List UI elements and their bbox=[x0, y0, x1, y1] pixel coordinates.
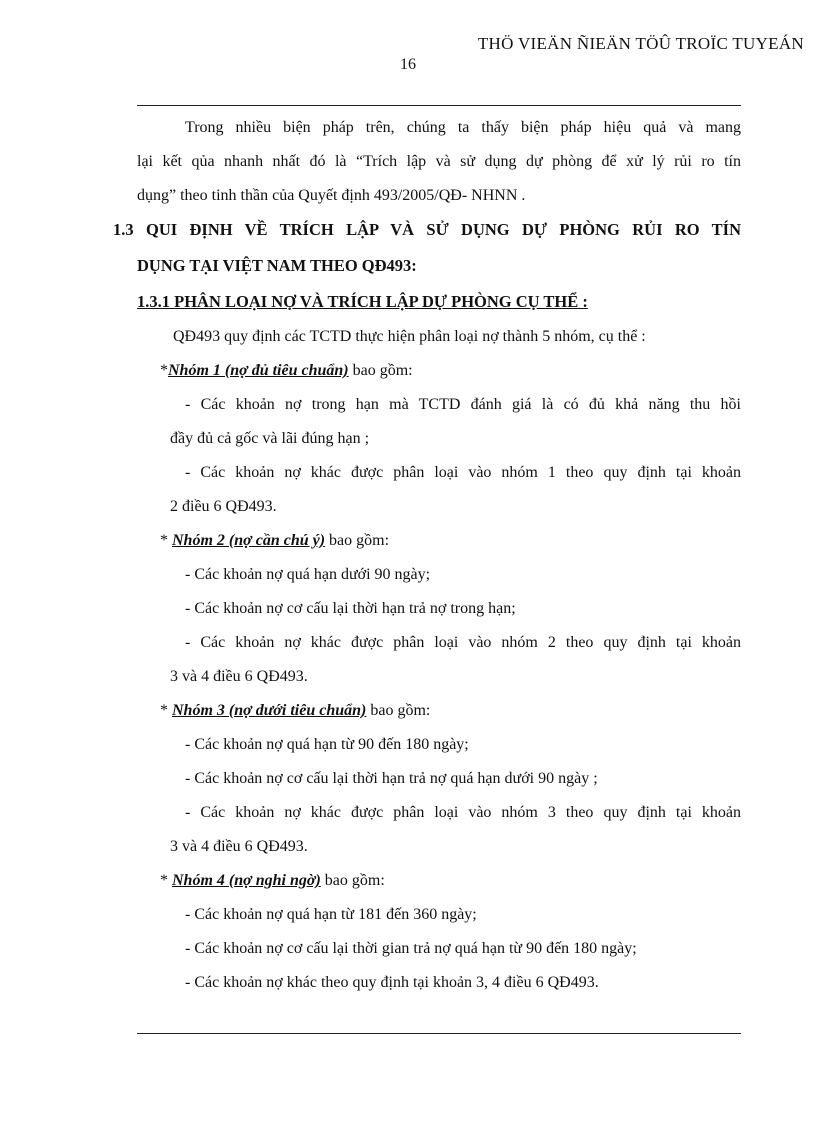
page-number: 16 bbox=[400, 56, 416, 73]
list-item: - Các khoản nợ trong hạn mà TCTD đánh giá là có đủ khả năng thu hồi bbox=[185, 396, 741, 413]
group-4-heading bbox=[160, 871, 385, 891]
list-item: - Các khoản nợ cơ cấu lại thời hạn trả nợ trong hạn; bbox=[185, 600, 516, 617]
bullet-star: * bbox=[160, 702, 168, 719]
list-item: - Các khoản nợ khác được phân loại vào nhóm 2 theo quy định tại khoản bbox=[185, 634, 741, 651]
group-suffix: bao gồm: bbox=[320, 872, 385, 889]
group-1-heading bbox=[160, 361, 413, 381]
bottom-rule bbox=[137, 1033, 741, 1034]
group-title: Nhóm 3 (nợ dưới tiêu chuẩn) bbox=[172, 702, 367, 719]
list-item: - Các khoản nợ khác theo quy định tại khoản 3, 4 điều 6 QĐ493. bbox=[185, 974, 599, 991]
list-item: 3 và 4 điều 6 QĐ493. bbox=[170, 838, 308, 855]
list-item: - Các khoản nợ quá hạn từ 90 đến 180 ngày; bbox=[185, 736, 469, 753]
subsection-heading: 1.3.1 PHÂN LOẠI NỢ VÀ TRÍCH LẬP DỰ PHÒNG CỤ THỂ : bbox=[137, 292, 588, 311]
list-item: đầy đủ cả gốc và lãi đúng hạn ; bbox=[170, 430, 370, 447]
running-header: THÖ VIEÄN ÑIEÄN TÖÛ TROÏC TUYEÁN bbox=[477, 34, 804, 53]
list-item: - Các khoản nợ quá hạn dưới 90 ngày; bbox=[185, 566, 431, 583]
intro-line-3: dụng” theo tinh thần của Quyết định 493/2005/QĐ- NHNN . bbox=[137, 187, 526, 204]
group-3-heading bbox=[160, 701, 430, 721]
intro-line-2: lại kết qủa nhanh nhất đó là “Trích lập và sử dụng dự phòng để xử lý rủi ro tín bbox=[137, 153, 741, 170]
group-2-heading bbox=[160, 531, 389, 551]
group-suffix: bao gồm: bbox=[348, 362, 413, 379]
bullet-star: * bbox=[160, 872, 168, 889]
list-item: 2 điều 6 QĐ493. bbox=[170, 498, 277, 515]
group-title: Nhóm 1 (nợ đủ tiêu chuẩn) bbox=[168, 362, 349, 379]
section-heading-line-2: DỤNG TẠI VIỆT NAM THEO QĐ493: bbox=[137, 256, 417, 275]
group-title: Nhóm 4 (nợ nghi ngờ) bbox=[172, 872, 321, 889]
section-heading-line-1: 1.3 QUI ĐỊNH VỀ TRÍCH LẬP VÀ SỬ DỤNG DỰ PHÒNG RỦI RO TÍN bbox=[113, 220, 741, 239]
intro-line-1: Trong nhiều biện pháp trên, chúng ta thấy biện pháp hiệu quả và mang bbox=[185, 119, 741, 136]
group-title: Nhóm 2 (nợ cần chú ý) bbox=[172, 532, 326, 549]
list-item: - Các khoản nợ quá hạn từ 181 đến 360 ngày; bbox=[185, 906, 477, 923]
top-rule bbox=[137, 105, 741, 106]
list-item: - Các khoản nợ khác được phân loại vào nhóm 3 theo quy định tại khoản bbox=[185, 804, 741, 821]
list-item: - Các khoản nợ cơ cấu lại thời gian trả nợ quá hạn từ 90 đến 180 ngày; bbox=[185, 940, 637, 957]
group-suffix: bao gồm: bbox=[325, 532, 390, 549]
group-suffix: bao gồm: bbox=[366, 702, 431, 719]
bullet-star: * bbox=[160, 362, 168, 379]
list-item: - Các khoản nợ cơ cấu lại thời hạn trả nợ quá hạn dưới 90 ngày ; bbox=[185, 770, 598, 787]
lead-text: QĐ493 quy định các TCTD thực hiện phân loại nợ thành 5 nhóm, cụ thể : bbox=[173, 328, 646, 345]
list-item: 3 và 4 điều 6 QĐ493. bbox=[170, 668, 308, 685]
bullet-star: * bbox=[160, 532, 168, 549]
list-item: - Các khoản nợ khác được phân loại vào nhóm 1 theo quy định tại khoản bbox=[185, 464, 741, 481]
